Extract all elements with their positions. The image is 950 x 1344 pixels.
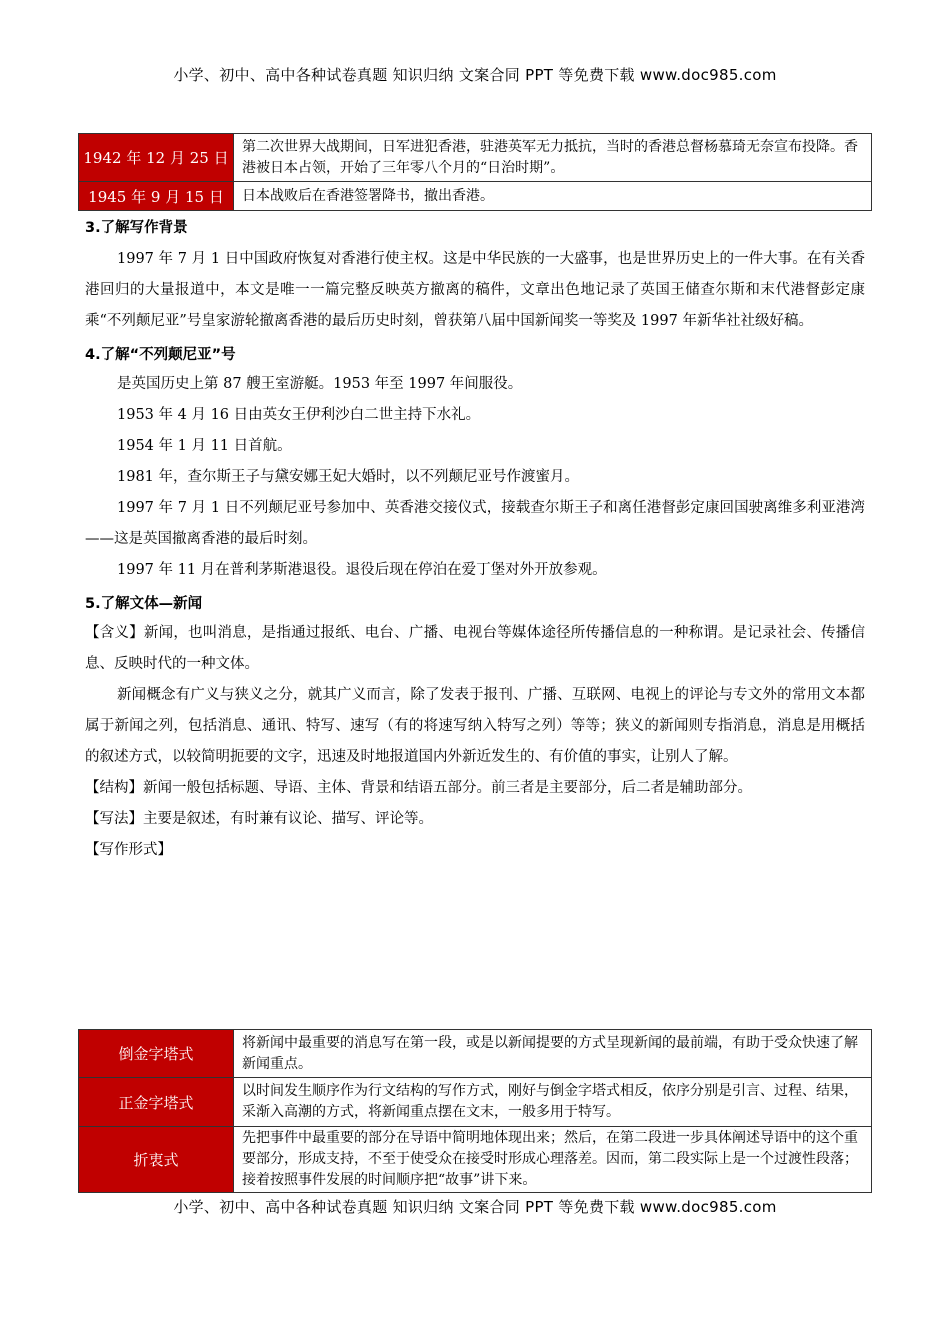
table-row — [79, 1030, 872, 1078]
paragraph-meaning: 【含义】新闻，也叫消息，是指通过报纸、电台、广播、电视台等媒体途径所传播信息的一种称谓。是记录社会、传播信息、反映时代的一种文体。 — [85, 625, 865, 672]
paragraph-concept: 新闻概念有广义与狭义之分，就其广义而言，除了发表于报刊、广播、互联网、电视上的评论与专文外的常用文本都属于新闻之列，包括消息、通讯、特写、速写（有的将速写纳入特写之列）等等；狭义的新闻则专指消息，消息是用概括的叙述方式，以较简明扼要的文字，迅速及时地报道国内外新近发生的、有价值的事实，让别人了解。 — [85, 687, 865, 765]
paragraph: 1981 年，查尔斯王子与黛安娜王妃大婚时，以不列颠尼亚号作渡蜜月。 — [117, 469, 580, 485]
writing-forms-table — [78, 1029, 872, 1193]
timeline-event: 日本战败后在香港签署降书，撤出香港。 — [234, 182, 872, 211]
section-heading: 4.了解“不列颠尼亚”号 — [85, 347, 236, 363]
forms-label: 【写作形式】 — [85, 842, 172, 858]
form-desc: 先把事件中最重要的部分在导语中简明地体现出来；然后，在第二段进一步具体阐述导语中的这个重要部分，形成支持，不至于使受众在接受时形成心理落差。因而，第二段实际上是一个过渡性段落；接着按照事件发展的时间顺序把“故事”讲下来。 — [234, 1127, 872, 1193]
page-footer: 小学、初中、高中各种试卷真题 知识归纳 文案合同 PPT 等免费下载 www.doc985.com — [173, 1198, 777, 1216]
paragraph: 1954 年 1 月 11 日首航。 — [117, 438, 292, 454]
paragraph: 1997 年 7 月 1 日中国政府恢复对香港行使主权。这是中华民族的一大盛事，也是世界历史上的一件大事。在有关香港回归的大量报道中，本文是唯一一篇完整反映英方撤离的稿件，文章出色地记录了英国王储查尔斯和末代港督彭定康乘“不列颠尼亚”号皇家游轮撤离香港的最后历史时刻，曾获第八届中国新闻奖一等奖及 1997 年新华社社级好稿。 — [85, 251, 865, 329]
paragraph: 1997 年 7 月 1 日不列颠尼亚号参加中、英香港交接仪式，接载查尔斯王子和离任港督彭定康回国驶离维多利亚港湾——这是英国撤离香港的最后时刻。 — [85, 500, 865, 547]
page-header: 小学、初中、高中各种试卷真题 知识归纳 文案合同 PPT 等免费下载 www.doc985.com — [173, 66, 777, 84]
paragraph: 1953 年 4 月 16 日由英女王伊利沙白二世主持下水礼。 — [117, 407, 481, 423]
section-heading: 3.了解写作背景 — [85, 220, 188, 236]
timeline-table — [78, 133, 872, 211]
form-name: 正金字塔式 — [79, 1078, 234, 1127]
paragraph-method: 【写法】主要是叙述，有时兼有议论、描写、评论等。 — [85, 811, 433, 827]
table-row — [79, 182, 872, 211]
timeline-event: 第二次世界大战期间，日军进犯香港，驻港英军无力抵抗，当时的香港总督杨慕琦无奈宣布投降。香港被日本占领，开始了三年零八个月的“日治时期”。 — [234, 134, 872, 182]
paragraph: 1997 年 11 月在普利茅斯港退役。退役后现在停泊在爱丁堡对外开放参观。 — [117, 562, 607, 578]
timeline-date: 1942 年 12 月 25 日 — [79, 134, 234, 182]
timeline-date: 1945 年 9 月 15 日 — [79, 182, 234, 211]
table-row — [79, 1078, 872, 1127]
form-name: 倒金字塔式 — [79, 1030, 234, 1078]
form-name: 折衷式 — [79, 1127, 234, 1193]
section-heading: 5.了解文体—新闻 — [85, 596, 203, 612]
main-content — [85, 214, 865, 866]
paragraph: 是英国历史上第 87 艘王室游艇。1953 年至 1997 年间服役。 — [117, 376, 523, 392]
table-row — [79, 1127, 872, 1193]
form-desc: 将新闻中最重要的消息写在第一段，或是以新闻提要的方式呈现新闻的最前端，有助于受众快速了解新闻重点。 — [234, 1030, 872, 1078]
table-row — [79, 134, 872, 182]
paragraph-structure: 【结构】新闻一般包括标题、导语、主体、背景和结语五部分。前三者是主要部分，后二者是辅助部分。 — [85, 780, 752, 796]
form-desc: 以时间发生顺序作为行文结构的写作方式，刚好与倒金字塔式相反，依序分别是引言、过程、结果，采渐入高潮的方式，将新闻重点摆在文末，一般多用于特写。 — [234, 1078, 872, 1127]
